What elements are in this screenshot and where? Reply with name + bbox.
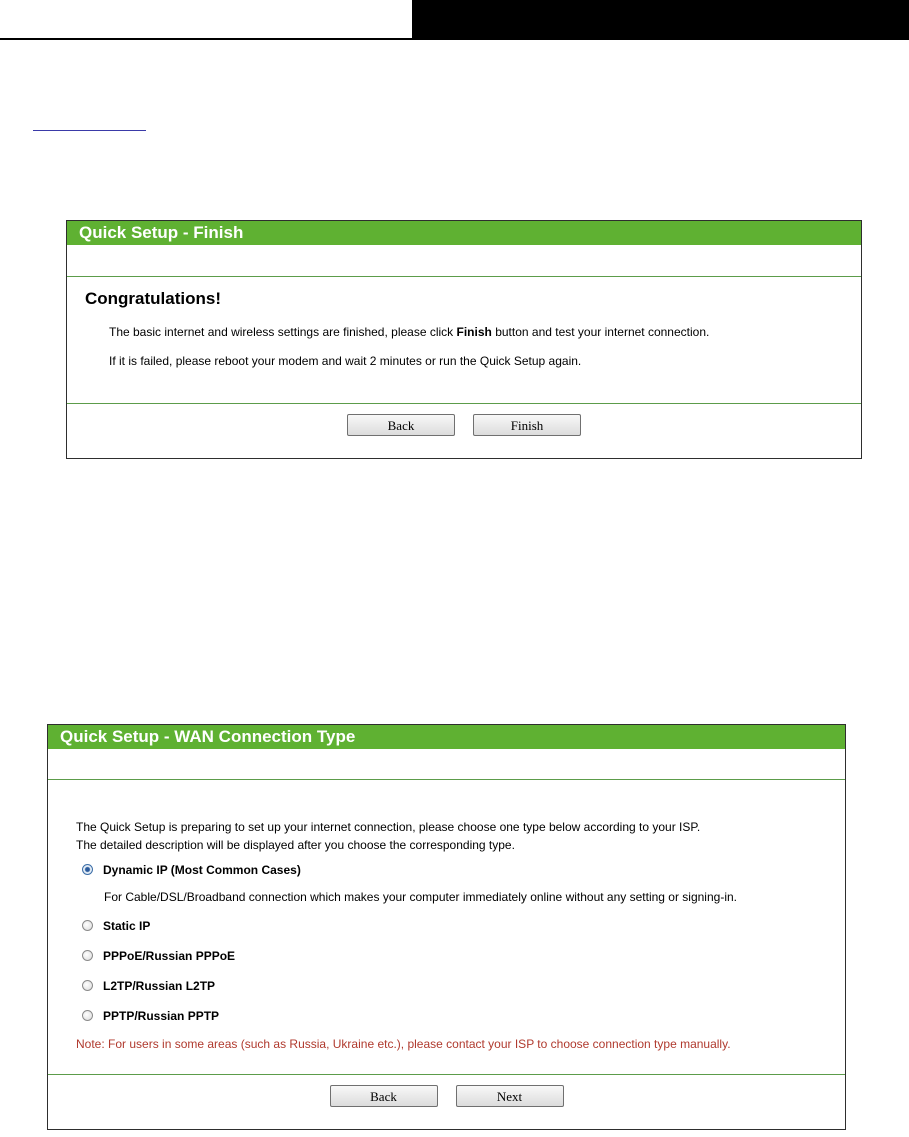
quick-setup-finish-panel (66, 220, 862, 459)
next-button[interactable]: Next (456, 1085, 564, 1107)
back-button[interactable]: Back (330, 1085, 438, 1107)
wan-intro-text: The Quick Setup is preparing to set up your internet connection, please choose one type below according to your ISP. (76, 820, 701, 834)
back-button[interactable]: Back (347, 414, 455, 436)
option-pptp[interactable] (82, 1008, 219, 1024)
panel-subbar (67, 245, 861, 277)
panel-subbar (48, 749, 845, 780)
finish-instructions-bold: Finish (456, 325, 492, 339)
option-dynamic-ip[interactable] (82, 862, 301, 878)
radio-pptp[interactable] (82, 1010, 93, 1021)
document-link-underline (33, 130, 146, 131)
button-row (67, 414, 861, 436)
dynamic-ip-description: For Cable/DSL/Broadband connection which makes your computer immediately online without any setting or signing-in. (104, 890, 737, 904)
quick-setup-wan-panel (47, 724, 846, 1130)
failure-instructions: If it is failed, please reboot your modem and wait 2 minutes or run the Quick Setup again. (109, 354, 582, 368)
finish-instructions (109, 325, 709, 339)
isp-note: Note: For users in some areas (such as Russia, Ukraine etc.), please contact your ISP to choose connection type manually. (76, 1037, 731, 1051)
option-pppoe[interactable] (82, 948, 235, 964)
option-l2tp[interactable] (82, 978, 215, 994)
option-label: L2TP/Russian L2TP (103, 979, 216, 993)
radio-l2tp[interactable] (82, 980, 93, 991)
radio-static-ip[interactable] (82, 920, 93, 931)
wan-intro-detail: The detailed description will be displayed after you choose the corresponding type. (76, 838, 515, 852)
option-static-ip[interactable] (82, 918, 150, 934)
option-label: Static IP (103, 919, 151, 933)
finish-button[interactable]: Finish (473, 414, 581, 436)
finish-instructions-part2: button and test your internet connection. (491, 325, 710, 339)
panel-title: Quick Setup - Finish (67, 221, 861, 245)
document-header-bar (412, 0, 909, 40)
radio-pppoe[interactable] (82, 950, 93, 961)
congratulations-heading: Congratulations! (85, 289, 221, 308)
panel-title: Quick Setup - WAN Connection Type (48, 725, 845, 749)
radio-dynamic-ip[interactable] (82, 864, 93, 875)
document-header-rule (0, 38, 909, 40)
panel-footer (67, 403, 861, 458)
option-label: PPTP/Russian PPTP (103, 1009, 220, 1023)
panel-footer (48, 1074, 845, 1129)
button-row (48, 1085, 845, 1107)
option-label: PPPoE/Russian PPPoE (103, 949, 236, 963)
finish-instructions-part1: The basic internet and wireless settings are finished, please click (109, 325, 457, 339)
option-label: Dynamic IP (Most Common Cases) (103, 863, 301, 877)
